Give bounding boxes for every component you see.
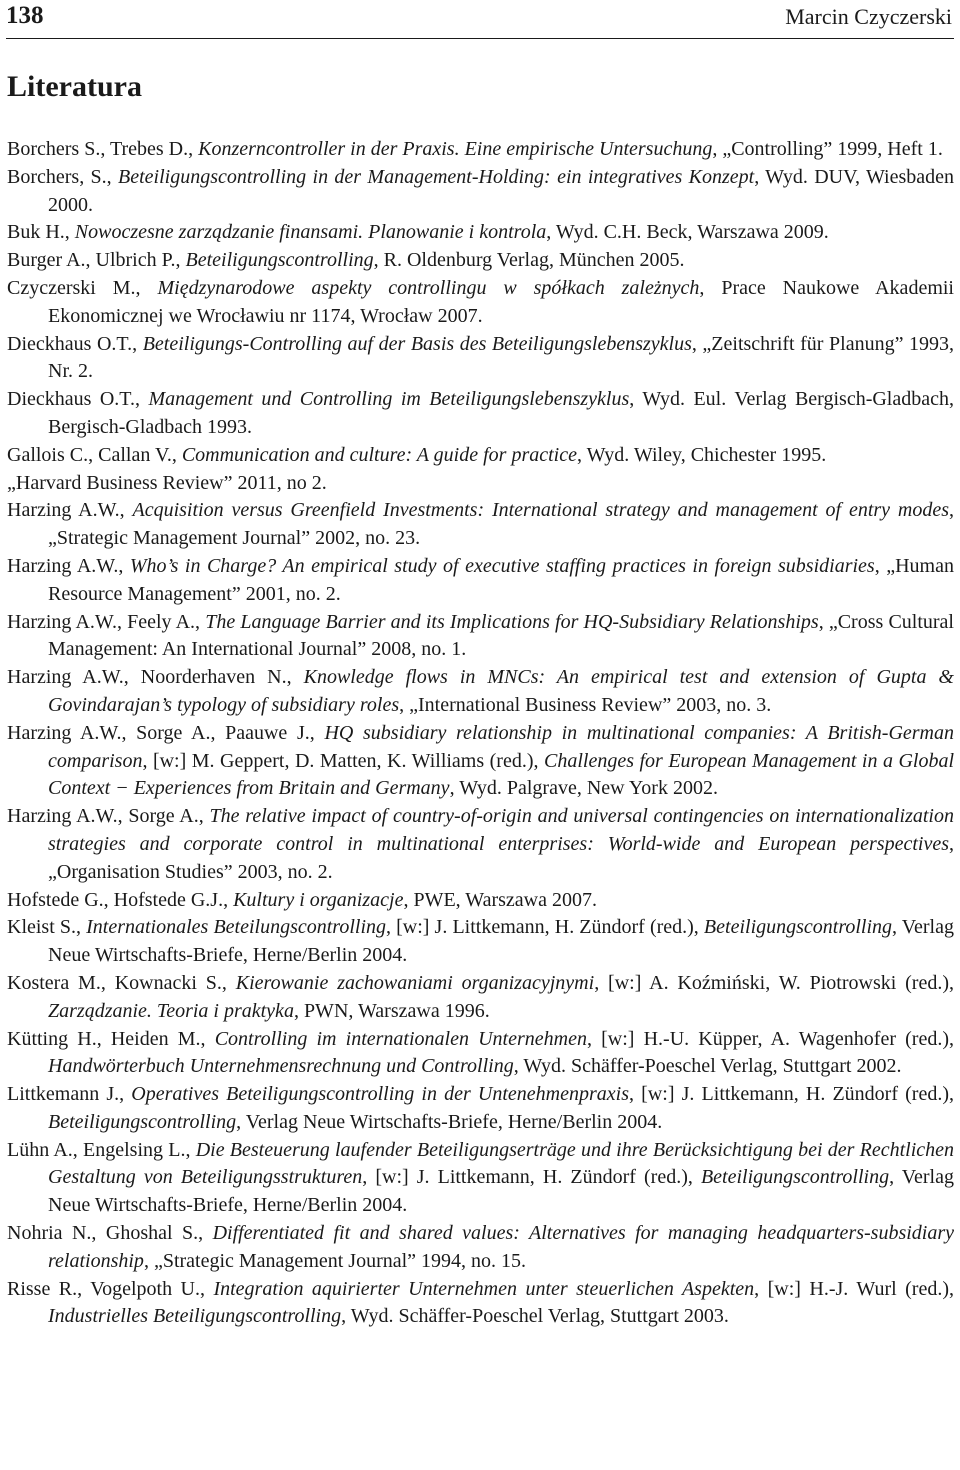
reference-text: Harzing A.W., Feely A.,	[7, 610, 206, 633]
reference-title: Integration aquirierter Unternehmen unter steuerlichen Aspekten	[213, 1277, 755, 1300]
reference-text: , „Controlling” 1999, Heft 1.	[712, 138, 943, 160]
reference-text: Burger A., Ulbrich P.,	[7, 249, 186, 272]
reference-entry	[7, 720, 954, 803]
reference-text: Buk H.,	[7, 221, 75, 244]
reference-text: Harzing A.W., Sorge A., Paauwe J.,	[7, 721, 325, 744]
reference-text: , „International Business Review” 2003, no. 3.	[399, 693, 772, 716]
reference-text: , „Human Resource Management” 2001, no. 2.	[48, 554, 954, 605]
reference-title: Controlling im internationalen Unternehmen	[214, 1027, 587, 1050]
reference-entry	[7, 887, 954, 915]
reference-text: , PWE, Warszawa 2007.	[403, 888, 597, 911]
reference-entry	[7, 1220, 954, 1276]
reference-title: Beteiligungscontrolling	[703, 916, 893, 939]
reference-text: , Wyd. Eul. Verlag Bergisch-Gladbach, Bergisch-Gladbach 1993.	[48, 388, 954, 438]
reference-title: Die Besteuerung laufender Beteiligungserträge und ihre Berücksichtigung bei der Rechtlichen Gestaltung von Beteiligungsstrukturen	[48, 1138, 955, 1189]
reference-text: Nohria N., Ghoshal S.,	[7, 1222, 213, 1245]
reference-title: Knowledge flows in MNCs: An empirical test and extension of Gupta & Govindarajan’s typology of subsidiary roles	[48, 666, 954, 716]
reference-entry	[7, 247, 954, 275]
page-header	[6, 0, 952, 38]
reference-text: , „Zeitschrift für Planung” 1993, Nr. 2.	[48, 332, 955, 383]
reference-text: , Verlag Neue Wirtschafts-Briefe, Herne/Berlin 2004.	[48, 916, 954, 967]
running-head-author: Marcin Czyczerski	[785, 4, 952, 29]
reference-text: Lühn A., Engelsing L.,	[7, 1138, 196, 1161]
reference-text: , [w:] A. Koźmiński, W. Piotrowski (red.),	[594, 971, 954, 994]
reference-text: Risse R., Vogelpoth U.,	[7, 1277, 214, 1300]
reference-entry	[7, 1081, 954, 1137]
reference-text: Borchers S., Trebes D.,	[7, 138, 199, 160]
reference-text: , Wyd. C.H. Beck, Warszawa 2009.	[546, 221, 829, 244]
reference-text: , [w:] J. Littkemann, H. Zündorf (red.),	[362, 1166, 701, 1189]
reference-title: Differentiated fit and shared values: Alternatives for managing headquarters-subsidiary relationship	[48, 1222, 955, 1272]
page-number: 138	[6, 2, 44, 29]
reference-entry	[7, 609, 954, 665]
reference-text: Harzing A.W.,	[7, 499, 133, 522]
reference-text: , [w:] H.-J. Wurl (red.),	[754, 1277, 954, 1300]
reference-text: , Verlag Neue Wirtschafts-Briefe, Herne/Berlin 2004.	[48, 1166, 954, 1217]
reference-text: Czyczerski M.,	[7, 276, 158, 299]
reference-entry	[7, 664, 954, 720]
reference-text: , „Cross Cultural Management: An International Journal” 2008, no. 1.	[48, 610, 954, 661]
reference-title: The relative impact of country-of-origin and universal contingencies on internationalization strategies and corporate control in multinational enterprises: World-wide and European perspectives	[48, 805, 954, 855]
reference-entry	[7, 1137, 954, 1220]
reference-text: , PWN, Warszawa 1996.	[293, 999, 490, 1022]
reference-title: Konzerncontroller in der Praxis. Eine empirische Untersuchung	[198, 138, 713, 160]
reference-entry	[7, 497, 954, 553]
header-rule	[6, 38, 954, 39]
reference-text: , Wyd. Schäffer-Poeschel Verlag, Stuttgart 2003.	[341, 1305, 729, 1328]
reference-title: Zarządzanie. Teoria i praktyka	[48, 999, 294, 1022]
reference-entry	[7, 442, 954, 470]
reference-entry	[7, 275, 954, 331]
reference-entry	[7, 914, 954, 970]
reference-title: Beteiligungscontrolling in der Management-Holding: ein integratives Konzept	[118, 165, 755, 188]
reference-entry	[7, 1276, 954, 1332]
reference-title: Nowoczesne zarządzanie finansami. Planowanie i kontrola	[74, 221, 547, 244]
reference-title: Międzynarodowe aspekty controllingu w spółkach zależnych	[157, 276, 700, 299]
reference-text: Harzing A.W., Sorge A.,	[7, 805, 210, 828]
reference-title: Management und Controlling im Beteiligungslebenszyklus	[148, 388, 630, 411]
reference-entry	[7, 553, 954, 609]
reference-entry	[7, 386, 954, 442]
reference-title: Beteiligungscontrolling	[700, 1166, 890, 1189]
reference-text: , [w:] J. Littkemann, H. Zündorf (red.),	[629, 1083, 955, 1106]
reference-text: , „Strategic Management Journal” 2002, no. 23.	[48, 499, 955, 550]
reference-text: Borchers, S.,	[7, 165, 119, 188]
reference-text: , Wyd. Wiley, Chichester 1995.	[576, 443, 827, 466]
reference-entry	[7, 1026, 954, 1082]
reference-text: Kleist S.,	[7, 916, 87, 939]
reference-text: Dieckhaus O.T.,	[7, 332, 143, 355]
reference-entry	[7, 164, 954, 220]
reference-text: , „Organisation Studies” 2003, no. 2.	[48, 832, 954, 883]
reference-text: , Wyd. Palgrave, New York 2002.	[449, 777, 718, 800]
reference-text: Littkemann J.,	[7, 1083, 132, 1106]
reference-list	[7, 136, 954, 1331]
reference-title: Operatives Beteiligungscontrolling in der Untenehmenpraxis	[131, 1083, 630, 1106]
reference-text: Harzing A.W.,	[7, 554, 130, 577]
reference-title: HQ subsidiary relationship in multinational companies: A British-German comparison	[48, 721, 954, 772]
reference-entry	[7, 470, 954, 498]
section-title: Literatura	[7, 70, 142, 103]
reference-entry	[7, 219, 954, 247]
reference-entry	[7, 136, 954, 164]
reference-text: , [w:] M. Geppert, D. Matten, K. Williams (red.),	[142, 749, 545, 772]
reference-title: Beteiligungscontrolling	[48, 1110, 237, 1133]
reference-title: Kultury i organizacje	[233, 888, 404, 911]
reference-title: Kierowanie zachowaniami organizacyjnymi	[235, 971, 595, 994]
reference-text: , [w:] J. Littkemann, H. Zündorf (red.),	[386, 916, 704, 939]
reference-title: Internationales Beteilungscontrolling	[86, 916, 387, 939]
reference-text: , Wyd. Schäffer-Poeschel Verlag, Stuttgart 2002.	[513, 1055, 902, 1078]
reference-text: Dieckhaus O.T.,	[7, 388, 149, 411]
reference-text: Gallois C., Callan V.,	[7, 443, 182, 466]
reference-title: Acquisition versus Greenfield Investments: International strategy and management of entry modes	[132, 499, 950, 522]
reference-text: , R. Oldenburg Verlag, München 2005.	[373, 249, 685, 272]
reference-text: , Verlag Neue Wirtschafts-Briefe, Herne/Berlin 2004.	[236, 1110, 663, 1133]
reference-text: „Harvard Business Review” 2011, no 2.	[7, 471, 327, 494]
reference-title: Beteiligungscontrolling	[185, 249, 374, 272]
reference-text: Kostera M., Kownacki S.,	[7, 971, 236, 994]
reference-title: The Language Barrier and its Implications for HQ-Subsidiary Relationships	[205, 610, 819, 633]
reference-text: , Wyd. DUV, Wiesbaden 2000.	[48, 165, 954, 216]
reference-text: Harzing A.W., Noorderhaven N.,	[7, 666, 304, 689]
reference-text: , „Strategic Management Journal” 1994, no. 15.	[143, 1249, 527, 1272]
reference-title: Who’s in Charge? An empirical study of executive staffing practices in foreign subsidiaries	[129, 554, 875, 577]
reference-text: , Prace Naukowe Akademii Ekonomicznej we Wrocławiu nr 1174, Wrocław 2007.	[48, 276, 954, 327]
reference-text: , [w:] H.-U. Küpper, A. Wagenhofer (red.),	[586, 1027, 955, 1050]
reference-title: Industrielles Beteiligungscontrolling	[48, 1305, 342, 1328]
reference-title: Communication and culture: A guide for practice	[181, 443, 577, 466]
reference-text: Kütting H., Heiden M.,	[7, 1027, 215, 1050]
reference-entry	[7, 803, 954, 886]
reference-title: Beteiligungs-Controlling auf der Basis des Beteiligungslebenszyklus	[142, 332, 692, 355]
reference-entry	[7, 970, 954, 1026]
reference-entry	[7, 331, 954, 387]
reference-title: Challenges for European Management in a Global Context − Experiences from Britain and Germany	[48, 749, 954, 800]
reference-title: Handwörterbuch Unternehmensrechnung und Controlling	[48, 1055, 514, 1078]
reference-text: Hofstede G., Hofstede G.J.,	[7, 888, 234, 911]
